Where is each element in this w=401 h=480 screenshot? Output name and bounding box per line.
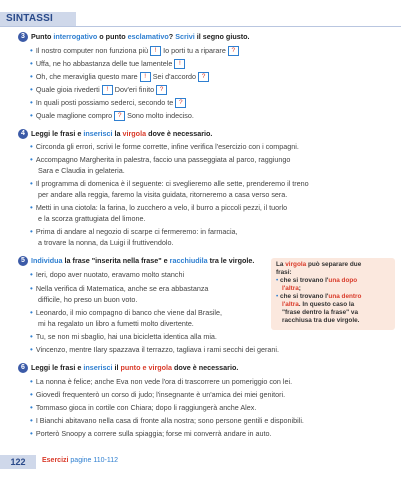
ex6-line-3: • Tommaso gioca in cortile con Chiara; dopo li raggiungerà anche Alex.: [30, 403, 257, 412]
ex5-line-1: • Ieri, dopo aver nuotato, eravamo molto stanchi: [30, 270, 185, 279]
ex6-number: 6: [18, 363, 28, 373]
ex4-line-6: • Metti in una ciotola: la farina, lo zucchero a velo, il burro a piccoli pezzi, il tuorlo: [30, 203, 288, 212]
answer-box[interactable]: ?: [156, 85, 167, 95]
ex6-line-5: • Porterò Snoopy a correre sulla spiaggia; forse mi converrà andare in auto.: [30, 429, 272, 438]
ex4-line-8: • Prima di andare al negozio di scarpe ci fermeremo: in farmacia,: [30, 227, 238, 236]
ex6-line-4: • I Bianchi abitavano nella casa di fronte alla nostra; sono persone gentili e disponibili.: [30, 416, 304, 425]
ex4-number: 4: [18, 129, 28, 139]
ex4-line-1: • Circonda gli errori, scrivi le forme corrette, infine verifica l'esercizio con i compagni.: [30, 142, 299, 151]
ex3-line-4: • Quale gioia rivederti ! Dov'eri finito ?: [30, 85, 167, 95]
ex6-line-2: • Giovedì frequenterò un corso di judo; l'insegnante è un'amica dei miei genitori.: [30, 390, 286, 399]
ex6-title: 6 Leggi le frasi e inserisci il punto e virgola dove è necessario.: [18, 363, 238, 373]
ex5-line-6: • Tu, se non mi sbaglio, hai una bicicletta identica alla mia.: [30, 332, 217, 341]
ex5-line-5: mi ha regalato un libro a fumetti molto divertente.: [38, 319, 194, 328]
ex5-line-4: • Leonardo, il mio compagno di banco che viene dal Brasile,: [30, 308, 223, 317]
ex4-title: 4 Leggi le frasi e inserisci la virgola dove è necessario.: [18, 129, 212, 139]
ex3-number: 3: [18, 32, 28, 42]
answer-box[interactable]: !: [102, 85, 113, 95]
ex3-line-6: • Quale maglione compro ? Sono molto indeciso.: [30, 111, 194, 120]
ex5-line-2: • Nella verifica di Matematica, anche se era abbastanza: [30, 284, 209, 293]
ex5-line-7: • Vincenzo, mentre Ilary spazzava il terrazzo, tagliava i rami secchi dei gerani.: [30, 345, 279, 354]
ex6-line-1: • La nonna è felice; anche Eva non vede l'ora di trascorrere un pomeriggio con lei.: [30, 377, 293, 386]
ex3-line-5: • In quali posti possiamo sederci, secondo te ?: [30, 98, 186, 108]
answer-box[interactable]: ?: [198, 72, 209, 82]
grammar-note: La virgola può separare due frasi: • che si trovano l'una dopo l'altra; • che si trovano l'una dentro l'altra. In questo caso la "frase dentro la frase" va racchiusa tra due virgole.: [271, 258, 395, 330]
answer-box[interactable]: ?: [175, 98, 186, 108]
ex4-line-3: Sara e Claudia in gelateria.: [38, 166, 125, 175]
answer-box[interactable]: !: [150, 46, 161, 56]
ex3-title: 3 Punto interrogativo o punto esclamativo? Scrivi il segno giusto.: [18, 32, 250, 42]
exercise-reference: Esercizi pagine 110-112: [42, 457, 119, 464]
ex4-line-9: a trovare la nonna, da Luigi il fruttivendolo.: [38, 238, 174, 247]
ex4-line-7: e la scorza grattugiata del limone.: [38, 214, 146, 223]
section-tag: SINTASSI: [0, 12, 76, 26]
ex5-number: 5: [18, 256, 28, 266]
answer-box[interactable]: !: [174, 59, 185, 69]
ex3-line-3: • Oh, che meraviglia questo mare ! Sei d'accordo ?: [30, 72, 209, 82]
ex5-line-3: difficile, ho preso un buon voto.: [38, 295, 138, 304]
answer-box[interactable]: !: [140, 72, 151, 82]
page-number: 122: [0, 455, 36, 469]
ex5-title: 5 Individua la frase "inserita nella frase" e racchiudila tra le virgole.: [18, 256, 254, 266]
top-rule: [0, 26, 401, 27]
ex4-line-4: • Il programma di domenica è il seguente: ci sveglieremo alle sette, prenderemo il treno: [30, 179, 309, 188]
ex4-line-5: per andare alla reggia, faremo la visita guidata, ritorneremo a casa verso sera.: [38, 190, 288, 199]
answer-box[interactable]: ?: [114, 111, 125, 121]
ex3-line-1: • Il nostro computer non funziona più ! Io porti tu a riparare ?: [30, 46, 239, 56]
ex4-line-2: • Accompagno Margherita in palestra, faccio una passeggiata al parco, raggiungo: [30, 155, 291, 164]
answer-box[interactable]: ?: [228, 46, 239, 56]
ex3-line-2: • Uffa, ne ho abbastanza delle tue lamentele !: [30, 59, 185, 69]
